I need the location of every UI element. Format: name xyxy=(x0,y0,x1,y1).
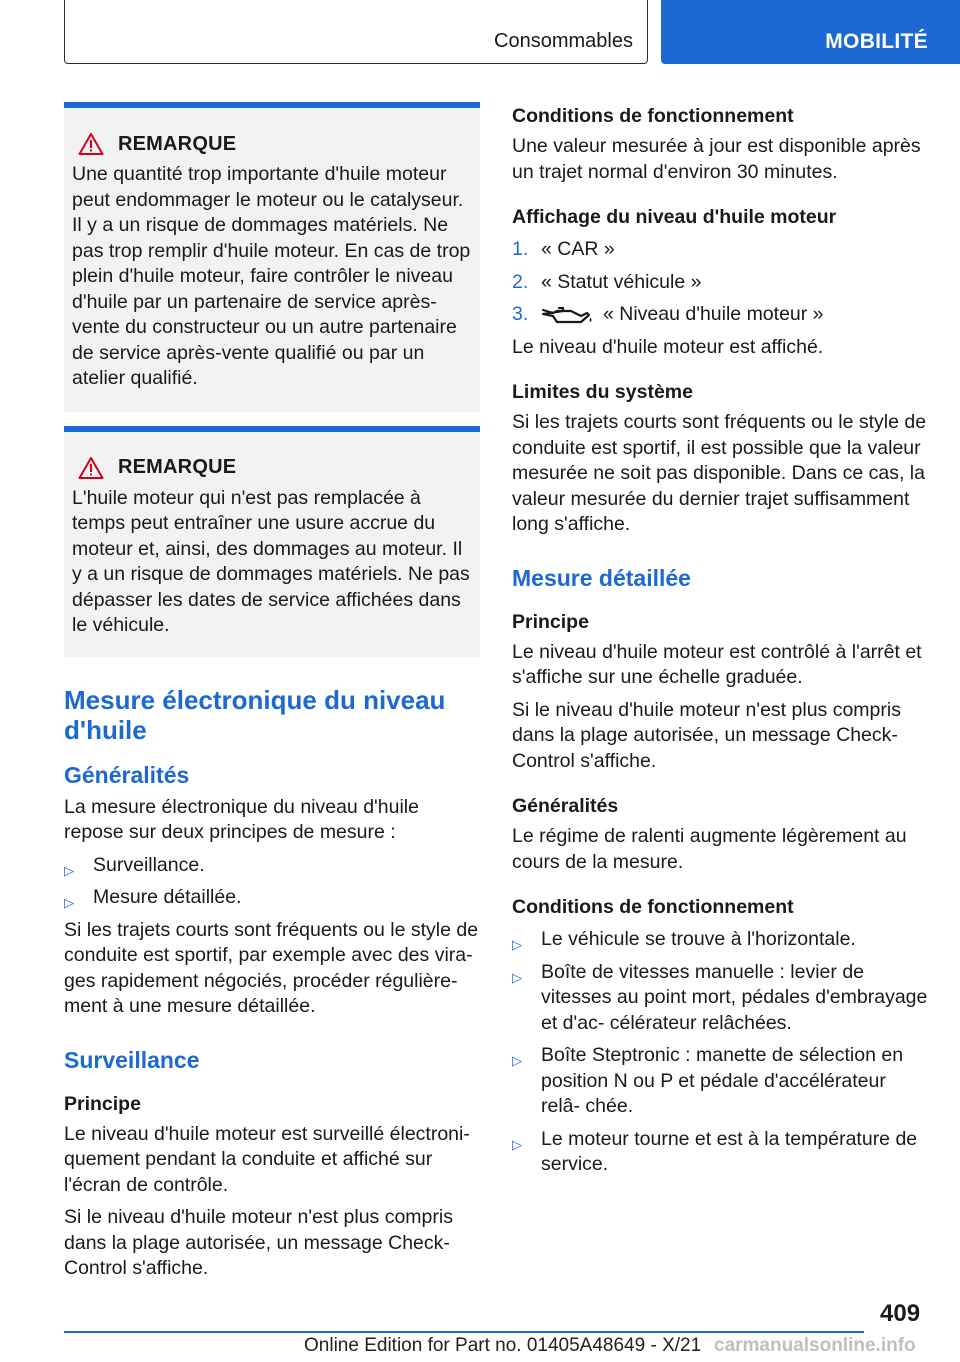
notice-title: REMARQUE xyxy=(118,132,237,155)
header-section-title: Consommables xyxy=(494,30,633,52)
header-chapter-title: MOBILITÉ xyxy=(825,30,928,53)
right-column xyxy=(512,104,928,1178)
principles-list xyxy=(64,853,480,911)
footer-edition: Online Edition for Part no. 01405A48649 - X/21 xyxy=(304,1335,702,1356)
triangle-bullet-icon: ▷ xyxy=(512,969,522,985)
paragraph: Le niveau d'huile moteur est surveillé électroni‐ quement pendant la conduite et affiché sur l'écran de contrôle. xyxy=(64,1122,470,1196)
warning-triangle-icon xyxy=(78,132,104,156)
section-heading: Mesure électronique du niveau d'huile xyxy=(64,684,446,745)
list-item: ▷ Mesure détaillée. xyxy=(64,885,480,911)
subsection-heading-general: Généralités xyxy=(64,761,190,788)
header-chapter-tab xyxy=(661,0,960,64)
paragraph: Le niveau d'huile moteur est affiché. xyxy=(512,335,824,358)
paragraph: Si les trajets courts sont fréquents ou le style de conduite est sportif, par exemple avec des vira‐ ges rapidement négociés, procéder régulière‐ ment à une mesure détaillée. xyxy=(64,918,479,1017)
notice-header xyxy=(72,456,472,480)
subsection-heading-detail: Mesure détaillée xyxy=(512,564,691,591)
triangle-bullet-icon: ▷ xyxy=(512,937,522,952)
list-item: ▷ Surveillance. xyxy=(64,853,480,879)
paragraph: Si le niveau d'huile moteur n'est plus compris dans la plage autorisée, un message Check- Control s'affiche. xyxy=(512,698,901,772)
list-item: ▷ Le moteur tourne et est à la température de service. xyxy=(512,1127,918,1175)
warning-triangle-icon xyxy=(78,456,104,480)
minor-heading-limits: Limites du système xyxy=(512,381,693,403)
paragraph: Si les trajets courts sont fréquents ou le style de conduite est sportif, il est possible que la valeur mesurée ne soit pas disponible. Dans ce cas, la valeur mesurée du dernier trajet suffisamment long s'affiche. xyxy=(512,411,927,535)
footer-rule xyxy=(64,1331,864,1333)
triangle-bullet-icon: ▷ xyxy=(512,1053,522,1068)
notice-text: L'huile moteur qui n'est pas remplacée à temps peut entraîner une usure accrue du moteur et, ainsi, des dommages au moteur. Il y a un risque de dommages matériels. Ne pas dépasser les dates de service affichées dans le véhicule. xyxy=(72,486,470,636)
notice-box xyxy=(64,426,480,657)
paragraph: Une valeur mesurée à jour est disponible après un trajet normal d'environ 30 minutes. xyxy=(512,135,921,183)
step-item: 2. « Statut véhicule » xyxy=(512,270,928,296)
step-number: 2. xyxy=(512,270,529,293)
notice-header xyxy=(72,132,472,156)
step-number: 3. xyxy=(512,303,529,325)
minor-heading-principle: Principe xyxy=(64,1092,141,1115)
minor-heading-principle: Principe xyxy=(512,610,589,633)
oil-can-icon xyxy=(541,304,593,326)
list-item: ▷ Boîte de vitesses manuelle : levier de vitesses au point mort, pédales d'embrayage et d'ac‐ célérateur relâchées. xyxy=(512,960,928,1034)
step-item: 3. « Niveau d'huile moteur » xyxy=(512,302,928,328)
triangle-bullet-icon: ▷ xyxy=(64,895,74,910)
list-item: ▷ Le véhicule se trouve à l'horizontale. xyxy=(512,927,928,953)
triangle-bullet-icon: ▷ xyxy=(64,862,74,878)
paragraph: Si le niveau d'huile moteur n'est plus compris dans la plage autorisée, un message Check- Control s'affiche. xyxy=(64,1206,453,1279)
paragraph: Le niveau d'huile moteur est contrôlé à l'arrêt et s'affiche sur une échelle graduée. xyxy=(512,640,922,688)
minor-heading-conditions: Conditions de fonctionnement xyxy=(512,105,794,127)
header-section-tab xyxy=(64,0,648,64)
minor-heading-general: Généralités xyxy=(512,795,619,817)
notice-box xyxy=(64,102,480,412)
triangle-bullet-icon: ▷ xyxy=(512,1136,522,1152)
list-item: ▷ Boîte Steptronic : manette de sélection en position N ou P et pédale d'accélérateur relâ‐ chée. xyxy=(512,1044,904,1117)
paragraph: La mesure électronique du niveau d'huile repose sur deux principes de mesure : xyxy=(64,795,419,843)
step-item: 1. « CAR » xyxy=(512,237,928,263)
conditions-list xyxy=(512,927,928,1178)
left-column xyxy=(64,102,480,1282)
minor-heading-display: Affichage du niveau d'huile moteur xyxy=(512,206,837,228)
step-number: 1. xyxy=(512,238,529,260)
page-number: 409 xyxy=(880,1300,921,1327)
footer-watermark: carmanualsonline.info xyxy=(714,1335,916,1356)
notice-text: Une quantité trop importante d'huile moteur peut endommager le moteur ou le catalyseur. Il y a un risque de dommages matériels. Ne pas trop remplir d'huile moteur. En cas de trop plein d'huile moteur, faire contrôler le niveau d'huile par un partenaire de service après-vente du constructeur ou un autre partenaire de service après-vente qualifié ou par un atelier qualifié. xyxy=(72,163,471,389)
subsection-heading-surveillance: Surveillance xyxy=(64,1046,200,1073)
minor-heading-conditions: Conditions de fonctionnement xyxy=(512,896,794,918)
steps-list xyxy=(512,237,928,328)
notice-title: REMARQUE xyxy=(118,456,237,478)
paragraph: Le régime de ralenti augmente légèrement au cours de la mesure. xyxy=(512,825,907,873)
